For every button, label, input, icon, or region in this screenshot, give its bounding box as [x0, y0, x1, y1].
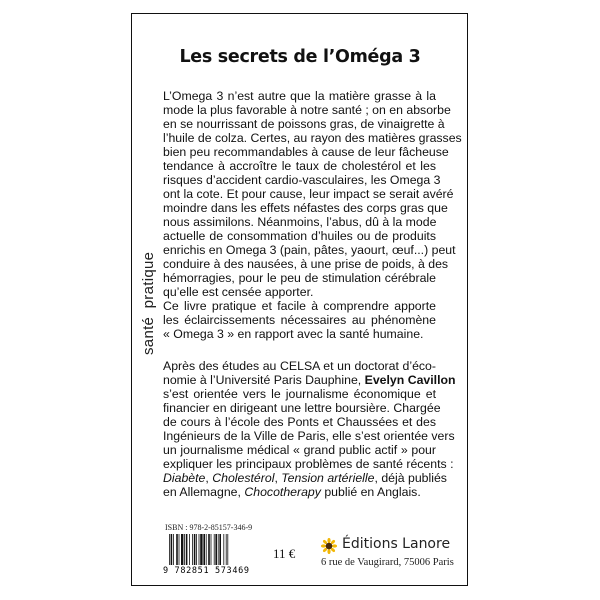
text-line [163, 327, 436, 341]
text-segment: s’est orientée vers le journalisme économique et [163, 387, 436, 401]
text-line [163, 299, 436, 313]
text-line [163, 159, 436, 173]
publisher-name: Éditions Lanore [342, 536, 451, 552]
barcode-bar [206, 534, 207, 565]
sunflower-icon [321, 538, 337, 554]
text-line [163, 485, 436, 499]
barcode-bar [214, 534, 215, 565]
text-segment: bien peu recommandables à cause de leur fâcheuse [163, 145, 449, 159]
text-segment: de cours à l’école des Ponts et Chaussées et des [163, 415, 436, 429]
text-segment: tendance à accroître le taux de cholestérol et les [163, 159, 436, 173]
barcode-bar [211, 534, 212, 565]
barcode-bar [208, 534, 210, 565]
text-line [163, 103, 451, 117]
author-name: Evelyn Cavillon [364, 373, 456, 387]
text-segment: hémorragies, pour le peu de stimulation cérébrale [163, 271, 436, 285]
text-line [163, 387, 436, 401]
barcode-bar [194, 534, 196, 565]
text-line [163, 373, 456, 387]
text-segment: actuelle de consommation d’huiles ou de produits [163, 229, 436, 243]
barcode-bar [179, 534, 180, 565]
text-line [163, 89, 436, 103]
text-segment: L’Omega 3 n’est autre que la matière grasse à la [163, 89, 436, 103]
text-line [163, 173, 441, 187]
barcode [163, 534, 249, 574]
text-segment: l’huile de colza. Certes, au rayon des matières grasses [163, 131, 462, 145]
text-segment: Ce livre pratique et facile à comprendre apporte [163, 299, 436, 313]
barcode-bar [223, 534, 224, 565]
text-line [163, 401, 441, 415]
text-line [163, 415, 436, 429]
text-segment: nomie à l’Université Paris Dauphine, [163, 373, 365, 387]
text-line [163, 229, 436, 243]
text-segment: Ingénieurs de la Ville de Paris, elle s’est orientée vers [163, 429, 455, 443]
price: 11 € [273, 546, 296, 561]
book-title-mention: Tension artérielle [281, 471, 375, 485]
book-title-mention: Cholestérol [212, 471, 275, 485]
text-line [163, 131, 462, 145]
text-line [163, 443, 436, 457]
text-segment: nous assimilons. Néanmoins, l’abus, dû à la mode [163, 215, 437, 229]
text-segment: les éclaircissements nécessaires au phénomène [163, 313, 436, 327]
text-line [163, 313, 436, 327]
barcode-bar [200, 534, 202, 565]
barcode-bar [176, 534, 178, 565]
text-segment: en se nourrissant de poissons gras, de vinaigrette à [163, 117, 445, 131]
publisher-address: 6 rue de Vaugirard, 75006 Paris [321, 557, 454, 568]
text-line [163, 117, 445, 131]
blurb [163, 89, 462, 341]
paragraph-summary [163, 89, 462, 299]
text-segment: financier en dirigeant une lettre boursière. Chargée [163, 401, 441, 415]
text-segment: , [274, 471, 282, 485]
text-segment: , déjà publiés [374, 471, 447, 485]
text-segment: qu’elle est censée apporter. [163, 285, 314, 299]
text-line [163, 271, 436, 285]
text-line [163, 359, 436, 373]
series-label: santé pratique [140, 251, 157, 355]
book-title: Les secrets de l’Oméga 3 [179, 47, 421, 67]
text-segment: enrichis en Omega 3 (pain, pâtes, yaourt, œuf...) peut [163, 243, 456, 257]
barcode-bar [218, 534, 219, 565]
text-segment: un journalisme médical « grand public actif » pour [163, 443, 436, 457]
text-segment: ont la cote. Et pour cause, leur impact se serait avéré [163, 187, 454, 201]
text-segment: moindre dans les effets néfastes des corps gras que [163, 201, 448, 215]
text-line [163, 471, 447, 485]
barcode-bar [203, 534, 205, 565]
barcode-bar [186, 534, 188, 565]
barcode-bar [173, 534, 174, 565]
text-segment: , [205, 471, 213, 485]
text-line [163, 285, 436, 299]
text-segment: expliquer les principaux problèmes de santé récents : [163, 457, 454, 471]
isbn-label: ISBN : 978-2-85157-346-9 [165, 523, 253, 532]
text-segment: en Allemagne, [163, 485, 245, 499]
author-bio [163, 359, 456, 499]
barcode-bar [171, 534, 173, 565]
text-segment: mode la plus favorable à notre santé ; on en absorbe [163, 103, 451, 117]
barcode-bar [226, 534, 227, 565]
text-line [163, 201, 448, 215]
barcode-bar [215, 534, 217, 565]
text-line [163, 429, 455, 443]
barcode-bar [227, 534, 228, 565]
barcode-digits: 9 782851 573469 [163, 566, 249, 574]
text-line [163, 257, 449, 271]
book-title-mention: Diabète [163, 471, 206, 485]
barcode-bar [169, 534, 170, 565]
text-segment: Après des études au CELSA et un doctorat d’éco- [163, 359, 436, 373]
paragraph-book-intro [163, 299, 436, 341]
paragraph-author [163, 359, 456, 499]
text-segment: risques d’accident cardio-vasculaires, les Omega 3 [163, 173, 441, 187]
text-line [163, 457, 454, 471]
text-segment: publié en Anglais. [320, 485, 421, 499]
book-title-mention: Chocotherapy [244, 485, 321, 499]
text-line [163, 215, 436, 229]
barcode-bar [184, 534, 185, 565]
text-line [163, 145, 449, 159]
text-segment: conduire à des nausées, à une prise de poids, à des [163, 257, 449, 271]
barcode-bars [169, 534, 228, 565]
barcode-bar [192, 534, 193, 565]
text-line [163, 187, 454, 201]
barcode-bar [199, 534, 200, 565]
barcode-bar [181, 534, 183, 565]
text-line [163, 243, 456, 257]
barcode-bar [189, 534, 190, 565]
barcode-bar [219, 534, 221, 565]
barcode-bar [196, 534, 197, 565]
text-segment: « Omega 3 » en rapport avec la santé humaine. [163, 327, 424, 341]
